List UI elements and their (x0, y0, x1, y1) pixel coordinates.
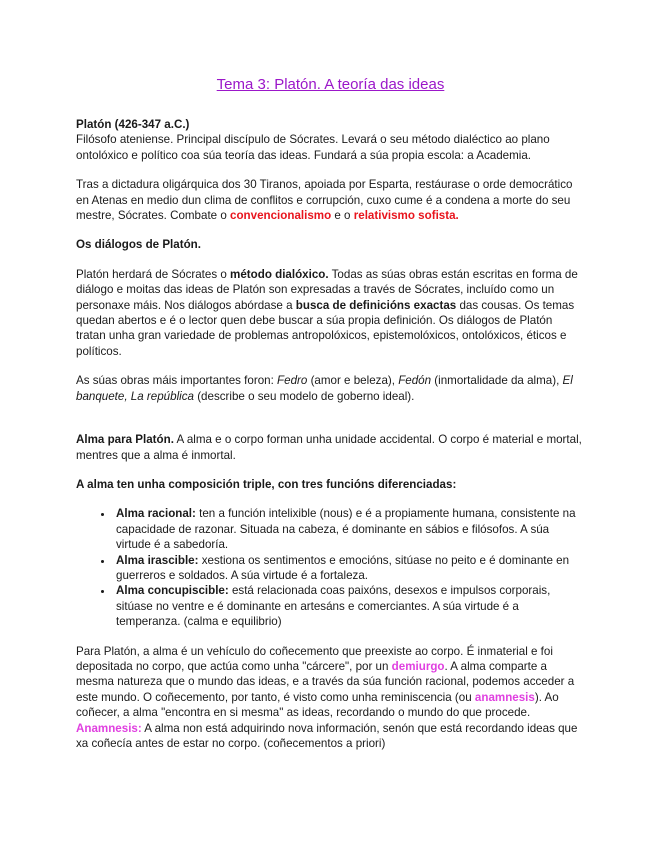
dialogues-paragraph (76, 267, 585, 359)
works-text-d: (describe o seu modelo de goberno ideal). (193, 389, 415, 403)
work-fedon: Fedón (398, 374, 432, 388)
works-text-a: As súas obras máis importantes foron: (76, 374, 278, 388)
works-paragraph (76, 373, 585, 404)
works-text-b: (amor e beleza), (307, 374, 399, 388)
list-item-text: está relacionada coas paixóns, desexos e impulsos corporais, sitúase no ventre e é dominante en artesáns e comerciantes. A súa virtude é a temperanza. (calma e equilibrio) (116, 584, 551, 629)
page-title: Tema 3: Platón. A teoría das ideas (216, 76, 445, 93)
context-text: Tras a dictadura oligárquica dos 30 Tiranos, apoiada por Esparta, restáurase o orde democrático en Atenas en medio dun clima de conflitos e corrupción, cuxo cume é a condena a morte do seu mestre, Sócrates. Combate o (76, 178, 573, 223)
work-banquete-republica: El banquete, La república (76, 374, 573, 403)
final-text-b: . A alma comparte a mesma natureza que o mundo das ideas, e a través da súa función racional, podemos acceder a este mundo. O coñecemento, por tanto, é visto como unha reminiscencia (ou (76, 659, 575, 704)
highlight-demiurgo: demiurgo (391, 659, 445, 673)
list-item-text: ten a función intelixible (nous) e é a propiamente humana, consistente na capacidade de razonar. Situada na cabeza, é dominante en sábios e filósofos. A súa virtude é a sabedoría. (116, 507, 576, 552)
dialogues-heading (76, 237, 585, 252)
intro-heading: Platón (426-347 a.C.) (76, 118, 190, 131)
soul-text: A alma e o corpo forman unha unidade accidental. O corpo é material e mortal, mentres que a alma é inmortal. (76, 433, 582, 462)
highlight-relativismo: relativismo sofista. (353, 209, 459, 223)
intro-text: Filósofo ateniense. Principal discípulo de Sócrates. Levará o seu método dialéctico ao plano ontolóxico e político coa súa teoría das ideas. Fundará a súa propia escola: a Academia. (76, 133, 550, 162)
term-alma-irascible: Alma irascible: (116, 553, 199, 567)
highlight-anamnesis: anamnesis (474, 690, 535, 704)
triple-heading-text: A alma ten unha composición triple, con tres funcións diferenciadas: (76, 477, 457, 491)
work-fedro: Fedro (277, 374, 308, 388)
highlight-convencionalismo: convencionalismo (230, 209, 332, 223)
bold-busca-definicions: busca de definicións exactas (295, 298, 457, 312)
final-text-a: Para Platón, a alma é un vehículo do coñecemento que preexiste ao corpo. É inmaterial e foi depositada no corpo, que actúa como unha "cárcere", por un (76, 644, 553, 673)
final-paragraph (76, 644, 585, 752)
highlight-anamnesis-label: Anamnesis: (76, 721, 142, 735)
list-item (114, 583, 585, 629)
dialogues-heading-text: Os diálogos de Platón. (76, 238, 201, 252)
soul-paragraph (76, 432, 585, 463)
context-paragraph (76, 177, 585, 223)
bold-metodo-dialoxico: método dialóxico. (230, 267, 329, 281)
term-alma-racional: Alma racional: (116, 507, 196, 521)
dialogues-text-b: Todas as súas obras están escritas en forma de diálogo e moitas das ideas de Platón son expresadas a través de Sócrates, incluído como un personaxe máis. Nos diálogos abórdase a (76, 267, 578, 312)
final-text-c: ). Ao coñecer, a alma "encontra en si mesma" as ideas, recordando o mundo do que procede. (76, 690, 559, 720)
term-alma-concupiscible: Alma concupiscible: (116, 584, 229, 598)
triple-heading (76, 477, 585, 492)
soul-parts-list (76, 506, 585, 629)
soul-heading: Alma para Platón. (76, 433, 174, 447)
dialogues-text-c: das cousas. Os temas quedan abertos e é o lector quen debe buscar a súa propia definición. Os diálogos de Platón tratan unha gran variedade de problemas antropolóxicos, epistemolóxicos, ontolóxicos, éticos e políticos. (76, 298, 575, 358)
intro-section (76, 117, 585, 163)
list-item-text: xestiona os sentimentos e emocións, sitúase no peito e é dominante en guerreros e soldados. A súa virtude é a fortaleza. (116, 553, 570, 582)
final-text-d: A alma non está adquirindo nova información, senón que está recordando ideas que xa coñecía antes de estar no corpo. (coñecementos a priori) (76, 721, 578, 750)
context-text-joiner: e o (331, 209, 354, 223)
dialogues-text-a: Platón herdará de Sócrates o (76, 267, 231, 281)
list-item (114, 506, 585, 552)
list-item (114, 553, 585, 584)
works-text-c: (inmortalidade da alma), (431, 374, 563, 388)
